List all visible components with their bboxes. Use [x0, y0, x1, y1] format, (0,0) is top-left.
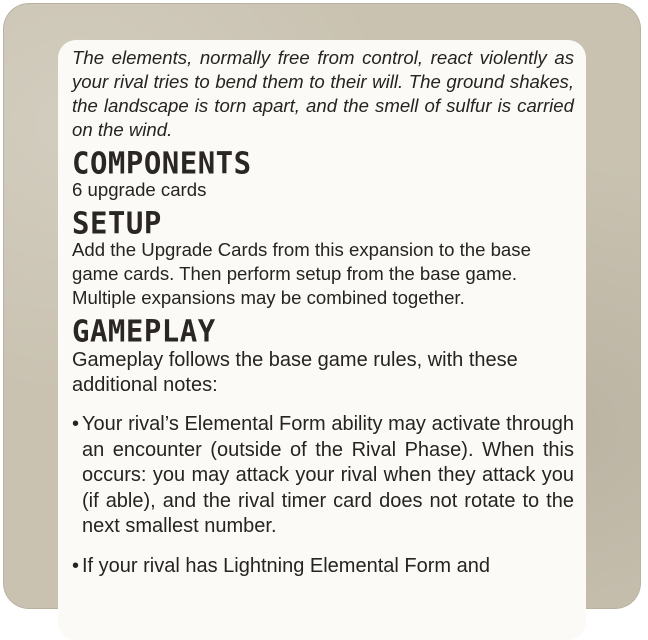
bullet-text: Your rival’s Elemental Form ability may activate through an encounter (outside of the Rival Phase). When this occurs: you may attack your rival when they attack you (if able), and the rival timer card does not rotate to the next smallest number.	[82, 413, 574, 537]
components-text: 6 upgrade cards	[72, 179, 207, 200]
gameplay-intro: Gameplay follows the base game rules, with these additional notes:	[72, 349, 518, 396]
gameplay-bullet	[72, 554, 574, 580]
rules-content	[72, 46, 574, 579]
gameplay-heading: GAMEPLAY	[72, 312, 216, 349]
gameplay-bullet	[72, 412, 574, 540]
flavor-text: The elements, normally free from control, react violently as your rival tries to bend them to their will. The ground shakes, the landscape is torn apart, and the smell of sulfur is carried on the wind.	[72, 47, 574, 140]
bullet-marker: •	[72, 554, 80, 577]
bullet-text: If your rival has Lightning Elemental Form and	[82, 554, 490, 577]
bullet-marker: •	[72, 413, 80, 435]
setup-heading: SETUP	[72, 204, 162, 241]
setup-text: Add the Upgrade Cards from this expansion to the base game cards. Then perform setup from the base game. Multiple expansions may be combined together.	[72, 239, 531, 308]
components-heading: COMPONENTS	[72, 144, 252, 181]
